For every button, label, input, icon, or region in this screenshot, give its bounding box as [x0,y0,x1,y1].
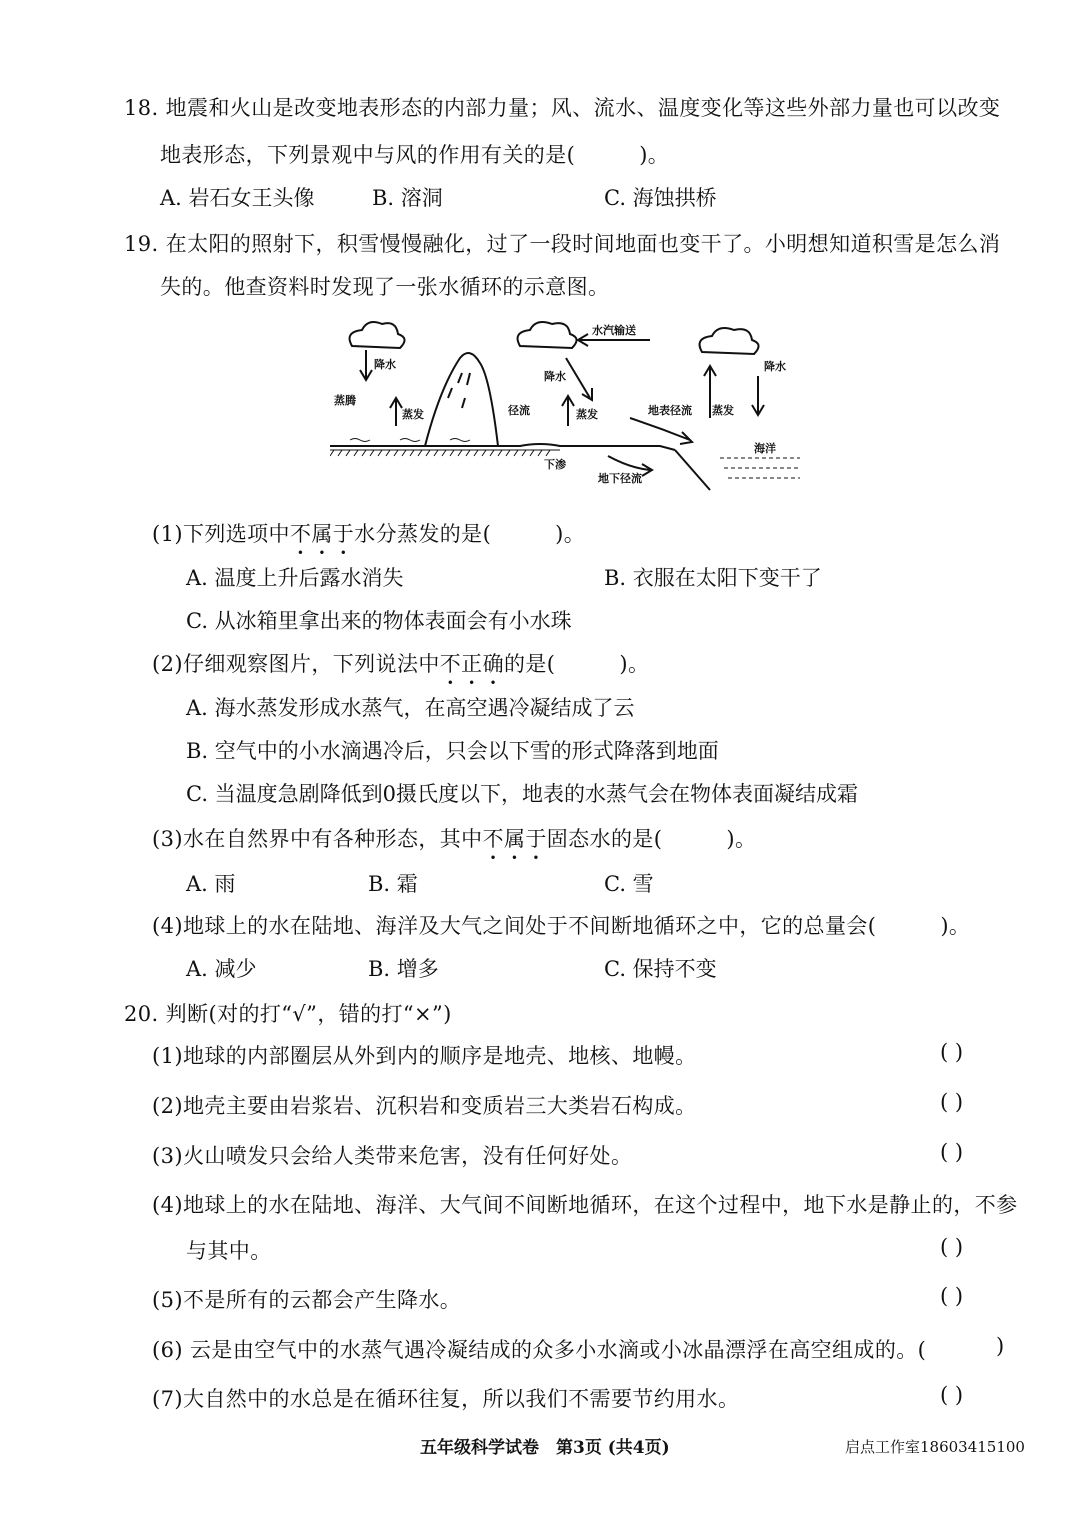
surface-runoff-arrow [630,418,692,444]
label-evaporation-mid: 蒸发 [576,408,598,421]
q19-sub1-stem [152,518,585,548]
emphasis-char: 正 [461,652,483,676]
q19-sub3-pre: (3)水在自然界中有各种形态，其中 [152,827,483,851]
ground-hatching [330,450,550,456]
q19-sub1-option-a: A. 温度上升后露水消失 [186,566,404,590]
q19-sub2-option-c: C. 当温度急剧降低到0摄氏度以下，地表的水蒸气会在物体表面凝结成霜 [186,782,859,806]
rain-arrow-left [360,350,372,380]
q20-item-3: (3)火山喷发只会给人类带来危害，没有任何好处。 [152,1144,633,1168]
label-ocean: 海洋 [754,442,776,455]
q20-answer-paren-7: ( ) [940,1383,964,1407]
q19-sub1-end: )。 [555,522,586,546]
q19-sub3-end: )。 [726,827,757,851]
q18-option-c: C. 海蚀拱桥 [604,186,717,210]
rain-arrow-right [752,376,764,415]
q20-answer-paren-4: ( ) [940,1235,964,1259]
ground-surface [330,444,675,450]
label-infiltration: 下渗 [544,458,566,471]
q19-stem-line1: 19. 在太阳的照射下，积雪慢慢融化，过了一段时间地面也变干了。小明想知道积雪是怎么消 [124,232,1001,256]
q19-sub4-end: )。 [940,914,971,938]
q18-option-b: B. 溶洞 [372,186,443,210]
q19-sub4-option-a: A. 减少 [186,957,257,981]
q20-answer-paren-5: ( ) [940,1284,964,1308]
q18-stem-line2 [160,139,669,169]
q19-sub1-pre: (1)下列选项中 [152,522,290,546]
q20-answer-paren-1: ( ) [940,1040,964,1064]
q19-sub4-option-c: C. 保持不变 [604,957,717,981]
q19-stem-line2: 失的。他查资料时发现了一张水循环的示意图。 [160,275,610,299]
label-groundwater-runoff: 地下径流 [598,472,642,485]
label-vapor-transport: 水汽输送 [592,324,636,337]
emphasis-char: 于 [332,522,355,546]
evap-arrow-left [390,398,402,426]
q19-sub1-option-b: B. 衣服在太阳下变干了 [604,566,822,590]
rain-arrow-mid [566,358,592,400]
cloud-middle [518,322,577,348]
q19-sub4-stem [152,910,970,940]
q19-sub3-stem [152,823,756,853]
q19-sub4-text: (4)地球上的水在陆地、海洋及大气之间处于不间断地循环之中，它的总量会( [152,914,877,938]
q19-sub3-option-c: C. 雪 [604,872,654,896]
q18-stem-end: )。 [639,143,670,167]
q20-item-2: (2)地壳主要由岩浆岩、沉积岩和变质岩三大类岩石构成。 [152,1094,697,1118]
page-footer: 五年级科学试卷 第3页 (共4页) [420,1438,670,1458]
emphasis-char: 确 [482,652,504,676]
label-rain-mid: 降水 [544,370,566,383]
q19-sub2-stem [152,648,649,678]
q19-sub2-end: )。 [619,652,650,676]
label-evaporation-left: 蒸发 [402,408,424,421]
q20-item-6: (6) 云是由空气中的水蒸气遇冷凝结成的众多小水滴或小冰晶漂浮在高空组成的。( [152,1338,927,1362]
q20-item-7: (7)大自然中的水总是在循环往复，所以我们不需要节约用水。 [152,1387,740,1411]
cloud-right [700,328,759,354]
emphasis-char: 于 [525,827,547,851]
ocean [675,450,800,490]
q20-item-5: (5)不是所有的云都会产生降水。 [152,1288,462,1312]
q20-answer-paren-3: ( ) [940,1140,964,1164]
label-transpiration: 蒸腾 [334,394,356,407]
lake-water [350,439,470,442]
q18-stem-line1: 18. 地震和火山是改变地表形态的内部力量；风、流水、温度变化等这些外部力量也可以改变 [124,96,1001,120]
q19-sub3-option-b: B. 霜 [368,872,418,896]
q20-item-1: (1)地球的内部圈层从外到内的顺序是地壳、地核、地幔。 [152,1044,697,1068]
emphasis-char: 不 [289,522,312,546]
label-surface-runoff: 地表径流 [648,404,692,417]
emphasis-char: 属 [503,827,526,851]
studio-watermark: 启点工作室18603415100 [845,1438,1025,1456]
q19-sub4-option-b: B. 增多 [368,957,439,981]
mountain [425,353,498,446]
q19-sub3-option-a: A. 雨 [186,872,236,896]
cloud-left [350,322,405,348]
flow-arrows [360,334,764,476]
label-rain-right: 降水 [764,360,786,373]
q19-sub2-post: 的是( [503,652,556,676]
evap-arrow-mid [562,396,574,426]
q19-sub2-option-b: B. 空气中的小水滴遇冷后，只会以下雪的形式降落到地面 [186,739,719,763]
emphasis-char: 不 [482,827,504,851]
q20-item-4: (4)地球上的水在陆地、海洋、大气间不间断地循环，在这个过程中，地下水是静止的，不参 [152,1193,1018,1217]
q19-sub2-option-a: A. 海水蒸发形成水蒸气，在高空遇冷凝结成了云 [186,696,635,720]
q18-option-a: A. 岩石女王头像 [160,186,315,210]
label-rain-left: 降水 [374,358,396,371]
emphasis-char: 属 [311,522,333,546]
q20-answer-paren-6: ) [996,1334,1005,1358]
label-evaporation-right: 蒸发 [712,404,734,417]
q19-sub1-post: 水分蒸发的是( [354,522,492,546]
q19-sub3-post: 固态水的是( [546,827,663,851]
q20-item-4-continued: 与其中。 [186,1239,272,1263]
q20-title: 20. 判断(对的打“√”，错的打“×”) [124,1002,452,1026]
q18-stem-text: 地表形态，下列景观中与风的作用有关的是( [160,143,576,167]
q20-answer-paren-2: ( ) [940,1090,964,1114]
q19-sub1-option-c: C. 从冰箱里拿出来的物体表面会有小水珠 [186,609,572,633]
water-cycle-diagram [330,318,810,498]
q19-sub2-pre: (2)仔细观察图片，下列说法中 [152,652,440,676]
label-runoff-mid: 径流 [508,404,530,417]
emphasis-char: 不 [439,652,462,676]
